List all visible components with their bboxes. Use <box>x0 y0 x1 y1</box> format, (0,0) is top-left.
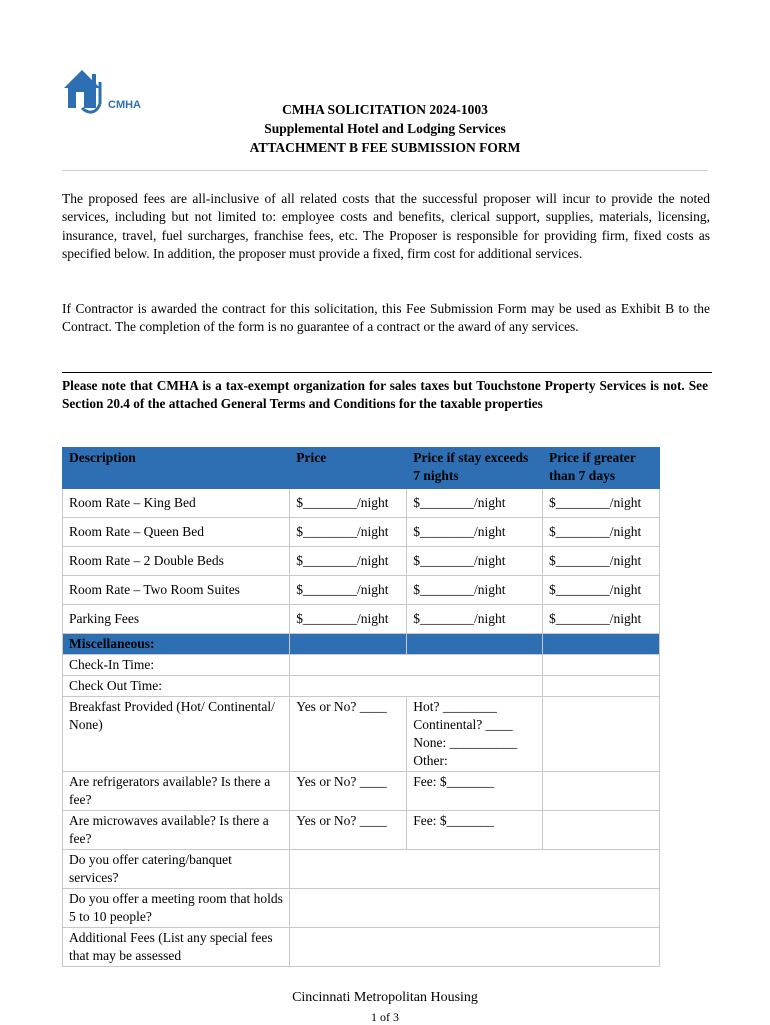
checkin-field[interactable] <box>290 655 543 676</box>
intro-paragraph-2: If Contractor is awarded the contract for this solicitation, this Fee Submission Form may be used as Exhibit B to the Contract. The completion of the form is no guarantee of a contract or the award of any services. <box>62 301 710 335</box>
table-row <box>63 928 660 967</box>
price-field[interactable]: $________/night <box>407 605 543 634</box>
price-field[interactable]: $________/night <box>543 605 660 634</box>
price-field[interactable]: $________/night <box>543 576 660 605</box>
fridge-yes-no[interactable]: Yes or No? ____ <box>290 772 407 811</box>
price-field[interactable]: $________/night <box>407 547 543 576</box>
catering-label: Do you offer catering/banquet services? <box>63 850 290 889</box>
price-field[interactable]: $________/night <box>543 518 660 547</box>
additional-fees-label: Additional Fees (List any special fees that may be assessed <box>63 928 290 967</box>
header-price-over-7-days: Price if greater than 7 days <box>543 448 660 489</box>
table-row <box>63 811 660 850</box>
header-price: Price <box>290 448 407 489</box>
misc-header-row <box>63 634 660 655</box>
table-header-row <box>63 448 660 489</box>
breakfast-hot: Hot? ________ <box>413 699 497 714</box>
breakfast-none: None: __________ <box>413 735 518 750</box>
checkin-label: Check-In Time: <box>63 655 290 676</box>
table-row <box>63 772 660 811</box>
additional-fees-field[interactable] <box>290 928 660 967</box>
table-row <box>63 547 660 576</box>
document-header <box>0 100 770 157</box>
solicitation-title: CMHA SOLICITATION 2024-1003 <box>282 102 488 117</box>
breakfast-label: Breakfast Provided (Hot/ Continental/ None) <box>63 697 290 772</box>
meeting-label: Do you offer a meeting room that holds 5 to 10 people? <box>63 889 290 928</box>
table-row <box>63 697 660 772</box>
misc-label: Miscellaneous: <box>63 634 290 655</box>
meeting-field[interactable] <box>290 889 660 928</box>
header-price-over-7-nights: Price if stay exceeds 7 nights <box>407 448 543 489</box>
table-row <box>63 889 660 928</box>
rate-description: Parking Fees <box>63 605 290 634</box>
rate-description: Room Rate – 2 Double Beds <box>63 547 290 576</box>
price-field[interactable]: $________/night <box>290 547 407 576</box>
catering-field[interactable] <box>290 850 660 889</box>
attachment-title: ATTACHMENT B FEE SUBMISSION FORM <box>249 140 521 155</box>
checkout-field[interactable] <box>290 676 543 697</box>
price-field[interactable]: $________/night <box>290 489 407 518</box>
price-field[interactable]: $________/night <box>543 489 660 518</box>
price-field[interactable]: $________/night <box>543 547 660 576</box>
logo-text: CMHA <box>108 99 141 111</box>
table-row <box>63 576 660 605</box>
price-field[interactable]: $________/night <box>407 576 543 605</box>
table-row <box>63 655 660 676</box>
table-row <box>63 605 660 634</box>
price-field[interactable]: $________/night <box>290 576 407 605</box>
breakfast-continental: Continental? ____ <box>413 717 513 732</box>
price-field[interactable]: $________/night <box>290 605 407 634</box>
breakfast-yes-no[interactable]: Yes or No? ____ <box>290 697 407 772</box>
micro-label: Are microwaves available? Is there a fee? <box>63 811 290 850</box>
rate-description: Room Rate – King Bed <box>63 489 290 518</box>
fee-table <box>62 447 660 967</box>
breakfast-other: Other: <box>413 753 448 768</box>
table-row <box>63 518 660 547</box>
price-field[interactable]: $________/night <box>290 518 407 547</box>
checkout-label: Check Out Time: <box>63 676 290 697</box>
table-row <box>63 489 660 518</box>
header-divider <box>62 170 708 171</box>
fridge-label: Are refrigerators available? Is there a fee? <box>63 772 290 811</box>
footer-org: Cincinnati Metropolitan Housing <box>292 990 478 1005</box>
rate-description: Room Rate – Two Room Suites <box>63 576 290 605</box>
header-description: Description <box>63 448 290 489</box>
tax-note: Please note that CMHA is a tax-exempt organization for sales taxes but Touchstone Property Services is not. See Section 20.4 of the attached General Terms and Conditions for the taxable properties <box>62 378 708 412</box>
table-row <box>63 676 660 697</box>
price-field[interactable]: $________/night <box>407 489 543 518</box>
breakfast-options[interactable] <box>407 697 543 772</box>
micro-yes-no[interactable]: Yes or No? ____ <box>290 811 407 850</box>
fridge-fee[interactable]: Fee: $_______ <box>407 772 543 811</box>
note-divider <box>62 372 712 373</box>
rate-description: Room Rate – Queen Bed <box>63 518 290 547</box>
table-row <box>63 850 660 889</box>
price-field[interactable]: $________/night <box>407 518 543 547</box>
page-number: 1 of 3 <box>371 1010 399 1024</box>
micro-fee[interactable]: Fee: $_______ <box>407 811 543 850</box>
intro-paragraph-1: The proposed fees are all-inclusive of all related costs that the successful proposer will incur to provide the noted services, including but not limited to: employee costs and benefits, clerical support, supplies, materials, licensing, insurance, travel, fuel surcharges, franchise fees, etc. The Proposer is responsible for providing firm, fixed costs as specified below. In addition, the proposer must provide a fixed, firm cost for additional services. <box>62 191 710 262</box>
service-title: Supplemental Hotel and Lodging Services <box>264 121 506 136</box>
